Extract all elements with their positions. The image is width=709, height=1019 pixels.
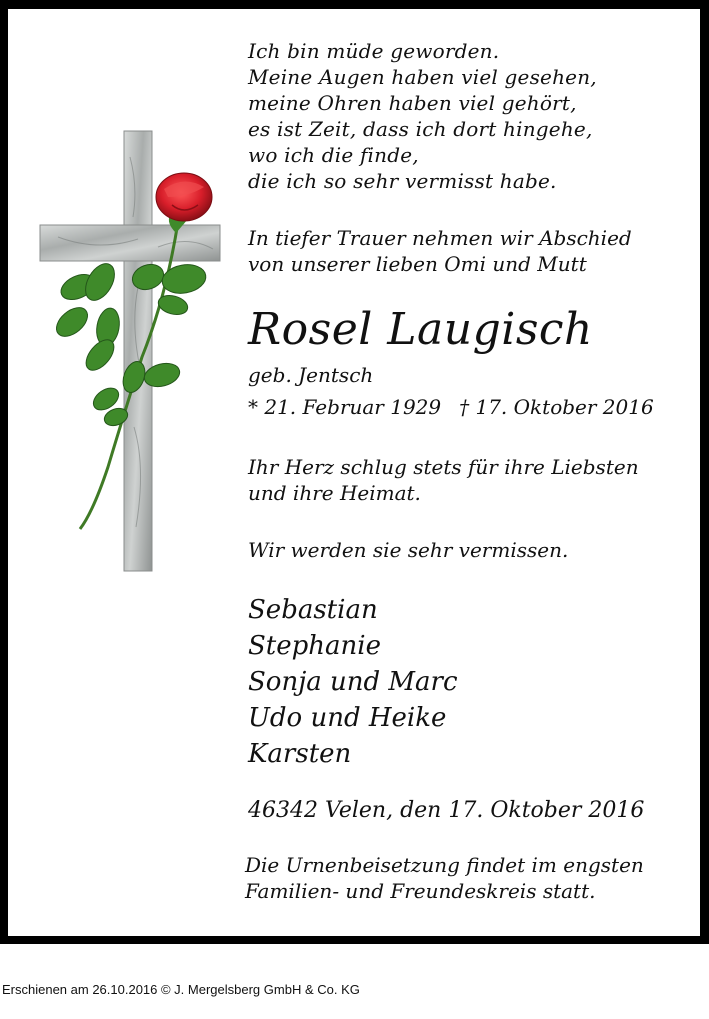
birth-name: geb. Jentsch xyxy=(248,363,374,387)
death-date: † 17. Oktober 2016 xyxy=(459,395,654,419)
rose-bloom xyxy=(156,173,212,233)
mourner-name: Udo und Heike xyxy=(248,703,447,733)
life-dates xyxy=(248,394,654,420)
poem-line: die ich so sehr vermisst habe. xyxy=(248,169,557,193)
mourner-name: Sonja und Marc xyxy=(248,667,458,697)
place-date: 46342 Velen, den 17. Oktober 2016 xyxy=(248,798,645,823)
poem-line: Meine Augen haben viel gesehen, xyxy=(248,65,597,89)
heart-text xyxy=(248,454,639,506)
mourner-name: Karsten xyxy=(248,739,352,769)
mourner-name: Stephanie xyxy=(248,631,381,661)
poem-line: meine Ohren haben viel gehört, xyxy=(248,91,577,115)
poem-line: es ist Zeit, dass ich dort hingehe, xyxy=(248,117,593,141)
heart-line: Ihr Herz schlug stets für ihre Liebsten xyxy=(248,455,639,479)
poem-line: wo ich die finde, xyxy=(248,143,419,167)
burial-line: Familien- und Freundeskreis statt. xyxy=(245,879,596,903)
farewell-line: von unserer lieben Omi und Mutt xyxy=(248,252,587,276)
burial-note xyxy=(245,852,644,904)
mourner-name: Sebastian xyxy=(248,595,378,625)
birth-date: * 21. Februar 1929 xyxy=(248,395,442,419)
poem-line: Ich bin müde geworden. xyxy=(248,39,500,63)
poem-text xyxy=(248,38,597,194)
heart-line: und ihre Heimat. xyxy=(248,481,421,505)
mourners-list xyxy=(248,592,458,772)
publication-footer: Erschienen am 26.10.2016 © J. Mergelsberg GmbH & Co. KG xyxy=(2,982,360,997)
deceased-name: Rosel Laugisch xyxy=(248,304,593,355)
farewell-text xyxy=(248,225,632,277)
burial-line: Die Urnenbeisetzung findet im engsten xyxy=(245,853,644,877)
cross-with-rose-illustration xyxy=(38,127,228,577)
miss-text: Wir werden sie sehr vermissen. xyxy=(248,538,569,562)
farewell-line: In tiefer Trauer nehmen wir Abschied xyxy=(248,226,632,250)
